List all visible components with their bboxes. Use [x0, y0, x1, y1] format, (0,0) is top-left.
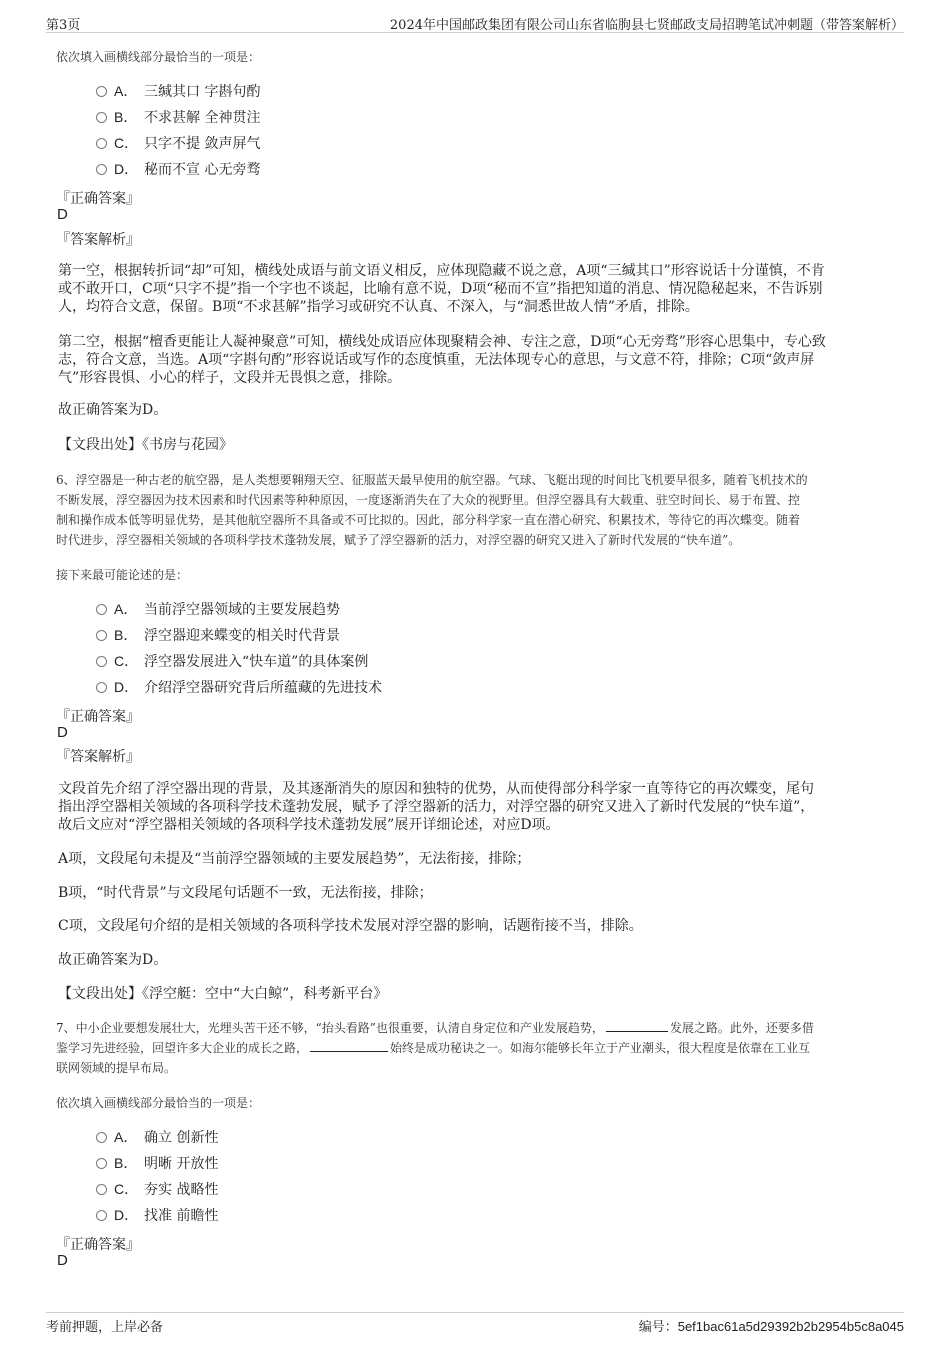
- q6-conclusion: 故正确答案为D。: [58, 952, 168, 968]
- radio-icon[interactable]: [96, 1132, 107, 1143]
- fill-blank-2: [310, 1039, 388, 1052]
- q5-option-a[interactable]: A． 三缄其口 字斟句酌: [96, 81, 260, 101]
- q6-option-a[interactable]: A． 当前浮空器领域的主要发展趋势: [96, 599, 340, 619]
- q5-option-d[interactable]: D． 秘而不宣 心无旁骛: [96, 159, 260, 179]
- q5-option-b[interactable]: B． 不求甚解 全神贯注: [96, 107, 260, 127]
- q6-answer: D: [57, 724, 68, 741]
- radio-icon[interactable]: [96, 112, 107, 123]
- radio-icon[interactable]: [96, 1158, 107, 1169]
- q5-answer-label: 『正确答案』: [56, 191, 140, 207]
- q5-analysis-p2: 第二空，根据“檀香更能让人凝神聚意”可知，横线处成语应体现聚精会神、专注之意，D项“心无旁骛”形容心思集中，专心致 志，符合文意，当选。A项“字斟句酌”形容说话或写作的态度慎重，无法体现专心的意思，与文意不符，排除；C项“敛声屏 气”形容畏惧、小心的样子，文段并无畏惧之意，排除。: [58, 334, 826, 386]
- q7-answer-label: 『正确答案』: [56, 1237, 140, 1253]
- q6-analysis-p1: 文段首先介绍了浮空器出现的背景，及其逐渐消失的原因和独特的优势，从而使得部分科学家一直等待它的再次蝶变，尾句 指出浮空器相关领域的各项科学技术蓬勃发展，赋予了浮空器新的活力，对浮空器的研究又进入了新时代发展的“快车道”， 故后文应对“浮空器相关领域的各项科学技术蓬勃发展”展开详细论述，对应D项。: [58, 781, 815, 833]
- q7-option-b[interactable]: B． 明晰 开放性: [96, 1153, 218, 1173]
- q6-answer-label: 『正确答案』: [56, 709, 140, 725]
- q6-option-c[interactable]: C． 浮空器发展进入“快车道”的具体案例: [96, 651, 368, 671]
- radio-icon[interactable]: [96, 86, 107, 97]
- q6-source: 【文段出处】《浮空艇：空中“大白鲸”，科考新平台》: [58, 986, 388, 1002]
- q7-prompt: 依次填入画横线部分最恰当的一项是：: [56, 1096, 261, 1110]
- radio-icon[interactable]: [96, 164, 107, 175]
- q6-analysis-c: C项，文段尾句介绍的是相关领域的各项科学技术发展对浮空器的影响，话题衔接不当，排除。: [58, 918, 643, 934]
- radio-icon[interactable]: [96, 604, 107, 615]
- q5-option-c[interactable]: C． 只字不提 敛声屏气: [96, 133, 260, 153]
- radio-icon[interactable]: [96, 656, 107, 667]
- q5-analysis-p1: 第一空，根据转折词“却”可知，横线处成语与前文语义相反，应体现隐藏不说之意，A项“三缄其口”形容说话十分谨慎，不肯 或不敢开口，C项“只字不提”指一个字也不谈起，比喻有意不说，D项“秘而不宣”指把知道的消息、情况隐秘起来，不告诉别 人，均符合文意，保留。B项“不求甚解”指学习或研究不认真、不深入，与“洞悉世故人情”矛盾，排除。: [58, 263, 825, 315]
- q6-analysis-label: 『答案解析』: [56, 749, 140, 765]
- q5-source: 【文段出处】《书房与花园》: [58, 437, 233, 453]
- document-title: 2024年中国邮政集团有限公司山东省临朐县七贤邮政支局招聘笔试冲刺题（带答案解析）: [389, 18, 904, 33]
- radio-icon[interactable]: [96, 682, 107, 693]
- radio-icon[interactable]: [96, 138, 107, 149]
- q5-conclusion: 故正确答案为D。: [58, 402, 168, 418]
- footer-slogan: 考前押题，上岸必备: [46, 1320, 164, 1335]
- q6-analysis-a: A项，文段尾句未提及“当前浮空器领域的主要发展趋势”，无法衔接，排除；: [58, 851, 531, 867]
- page-header: [46, 14, 904, 33]
- q5-prompt: 依次填入画横线部分最恰当的一项是：: [56, 50, 261, 64]
- q7-passage: 7、中小企业要想发展壮大，光埋头苦干还不够，“抬头看路”也很重要，认清自身定位和产业发展趋势， 发展之路。此外，还要多借 鉴学习先进经验，回望许多大企业的成长之路， 始终是成功秘诀之一。如海尔能够长年立于产业潮头，很大程度是依靠在工业互 联网领域的提早布局。: [56, 1021, 814, 1075]
- fill-blank-1: [606, 1019, 668, 1032]
- q5-analysis-label: 『答案解析』: [56, 232, 140, 248]
- radio-icon[interactable]: [96, 630, 107, 641]
- radio-icon[interactable]: [96, 1210, 107, 1221]
- radio-icon[interactable]: [96, 1184, 107, 1195]
- q7-option-a[interactable]: A． 确立 创新性: [96, 1127, 218, 1147]
- q6-option-b[interactable]: B． 浮空器迎来蝶变的相关时代背景: [96, 625, 340, 645]
- q7-answer: D: [57, 1252, 68, 1269]
- q7-option-c[interactable]: C． 夯实 战略性: [96, 1179, 218, 1199]
- footer-code: 编号：5ef1bac61a5d29392b2b2954b5c8a045: [638, 1319, 904, 1335]
- page-number: 第3页: [46, 18, 81, 33]
- page-footer: [46, 1312, 904, 1335]
- q5-answer: D: [57, 206, 68, 223]
- q6-prompt: 接下来最可能论述的是：: [56, 568, 189, 582]
- q6-option-d[interactable]: D． 介绍浮空器研究背后所蕴藏的先进技术: [96, 677, 382, 697]
- q6-analysis-b: B项，“时代背景”与文段尾句话题不一致，无法衔接，排除；: [58, 885, 433, 901]
- q7-option-d[interactable]: D． 找准 前瞻性: [96, 1205, 218, 1225]
- q6-passage: 6、浮空器是一种古老的航空器，是人类想要翱翔天空、征服蓝天最早使用的航空器。气球、飞艇出现的时间比飞机要早很多，随着飞机技术的 不断发展，浮空器因为技术因素和时代因素等种种原因，一度逐渐消失在了大众的视野里。但浮空器具有大载重、驻空时间长、易于布置、控 制和操作成本低等明显优势，是其他航空器所不具备或不可比拟的。因此，部分科学家一直在潜心研究、积累技术，等待它的再次蝶变。随着 时代进步，浮空器相关领域的各项科学技术蓬勃发展，赋予了浮空器新的活力，对浮空器的研究又进入了新时代发展的“快车道”。: [56, 473, 808, 547]
